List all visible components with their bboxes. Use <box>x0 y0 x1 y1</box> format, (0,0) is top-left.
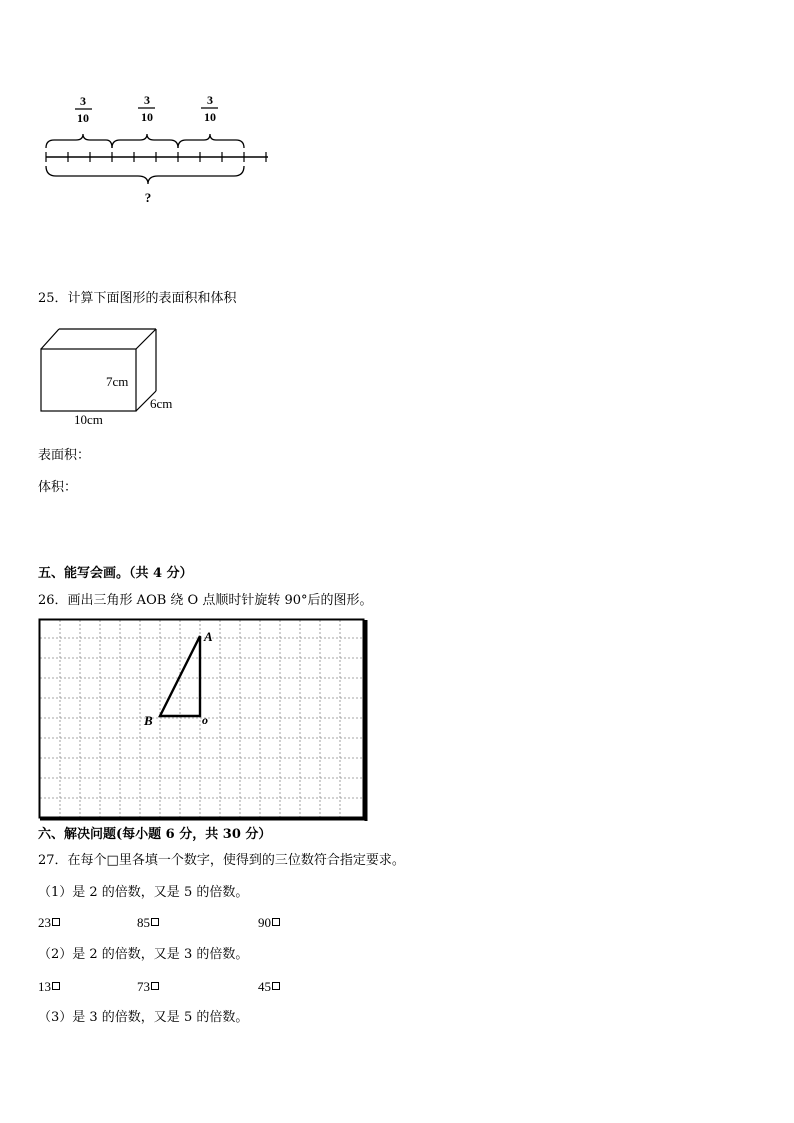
fraction-2 <box>138 93 155 124</box>
fraction-3-denominator: 10 <box>204 110 216 124</box>
fraction-2-denominator: 10 <box>141 110 153 124</box>
depth-label: 6cm <box>150 396 173 411</box>
q25-title: 25．计算下面图形的表面积和体积 <box>38 291 237 306</box>
q27-part3-label: （3）是 3 的倍数，又是 5 的倍数。 <box>38 1010 249 1025</box>
answer-box <box>52 982 60 990</box>
q27-title: 27．在每个□里各填一个数字，使得到的三位数符合指定要求。 <box>38 853 405 868</box>
answer-box <box>151 982 159 990</box>
answer-box <box>272 918 280 926</box>
answer-box <box>52 918 60 926</box>
q27-part2-item2[interactable]: 73 <box>137 979 159 995</box>
q27-part2-label: （2）是 2 的倍数，又是 3 的倍数。 <box>38 947 249 962</box>
grid-figure <box>38 618 370 822</box>
height-label: 7cm <box>106 374 129 389</box>
fraction-1-numerator: 3 <box>80 94 86 108</box>
brace-top-2 <box>112 134 178 148</box>
surface-area-label: 表面积： <box>38 448 91 463</box>
label-a: A <box>204 629 213 644</box>
q27-part2-item3[interactable]: 45 <box>258 979 280 995</box>
q27-part1-label: （1）是 2 的倍数，又是 5 的倍数。 <box>38 885 249 900</box>
length-label: 10cm <box>74 412 103 427</box>
brace-top-1 <box>46 134 112 148</box>
q27-part2-item1[interactable]: 13 <box>38 979 60 995</box>
label-o: o <box>202 713 208 727</box>
q27-part1-item2[interactable]: 85 <box>137 915 159 931</box>
q27-part1-item3[interactable]: 90 <box>258 915 280 931</box>
brace-bottom <box>46 166 244 184</box>
number-line-diagram <box>38 88 278 213</box>
fraction-3 <box>201 93 218 124</box>
question-mark: ? <box>144 190 152 205</box>
section5-heading: 五、能写会画。（共 4 分） <box>38 566 193 581</box>
answer-box <box>151 918 159 926</box>
section6-heading: 六、解决问题(每小题 6 分，共 30 分） <box>38 827 272 842</box>
fraction-1-denominator: 10 <box>77 111 89 125</box>
brace-top-3 <box>178 134 244 148</box>
fraction-3-numerator: 3 <box>207 93 213 107</box>
q27-part1-item1[interactable]: 23 <box>38 915 60 931</box>
fraction-2-numerator: 3 <box>144 93 150 107</box>
q26-title: 26．画出三角形 AOB 绕 O 点顺时针旋转 90°后的图形。 <box>38 593 373 608</box>
answer-box <box>272 982 280 990</box>
label-b: B <box>144 713 153 728</box>
volume-label: 体积： <box>38 480 78 495</box>
fraction-1 <box>75 94 92 125</box>
